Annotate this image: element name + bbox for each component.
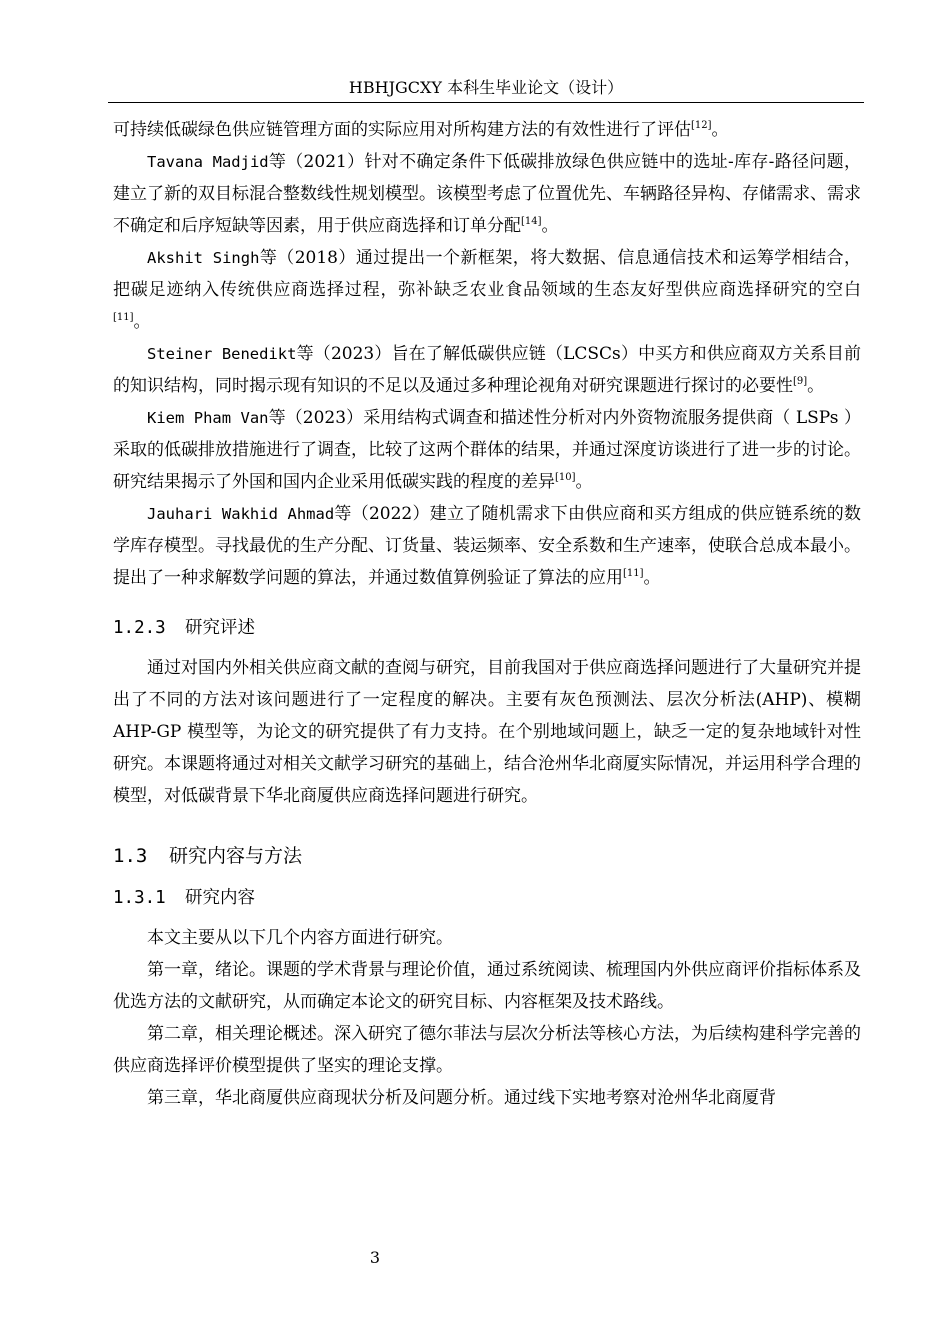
section-number: 1.3.1 bbox=[113, 888, 166, 908]
section-number: 1.2.3 bbox=[113, 618, 166, 638]
section-heading-1-3 bbox=[113, 840, 861, 872]
paragraph-text: 等（2023）采用结构式调查和描述性分析对内外资物流服务提供商（ LSPs ）采取的低碳排放措施进行了调查，比较了这两个群体的结果，并通过深度访谈进行了进一步的讨论。研究结果揭示了外国和国内企业采用低碳实践的程度的差异 bbox=[113, 408, 861, 492]
paragraph-end: 。 bbox=[133, 312, 151, 332]
section-heading-1-3-1 bbox=[113, 882, 861, 914]
author-name: Akshit Singh bbox=[147, 249, 260, 267]
paragraph bbox=[113, 402, 861, 498]
author-name: Jauhari Wakhid Ahmad bbox=[147, 505, 335, 523]
author-name: Tavana Madjid bbox=[147, 153, 269, 171]
paragraph: 第一章，绪论。课题的学术背景与理论价值，通过系统阅读、梳理国内外供应商评价指标体系及优选方法的文献研究，从而确定本论文的研究目标、内容框架及技术路线。 bbox=[113, 960, 861, 1012]
author-name: Steiner Benedikt bbox=[147, 345, 297, 363]
author-name: Kiem Pham Van bbox=[147, 409, 269, 427]
page-content bbox=[113, 114, 861, 1114]
paragraph-end: 。 bbox=[711, 120, 729, 140]
paragraph-end: 。 bbox=[575, 472, 593, 492]
paragraph bbox=[113, 114, 861, 146]
page-header: HBHJGCXY 本科生毕业论文（设计） bbox=[108, 78, 864, 103]
section-number: 1.3 bbox=[113, 845, 148, 867]
citation-ref: [11] bbox=[113, 312, 134, 323]
paragraph-text: 等（2018）通过提出一个新框架，将大数据、信息通信技术和运筹学相结合，把碳足迹纳入传统供应商选择过程，弥补缺乏农业食品领域的生态友好型供应商选择研究的空白 bbox=[113, 248, 862, 300]
paragraph bbox=[113, 146, 861, 242]
paragraph-end: 。 bbox=[643, 568, 661, 588]
paragraph-text: 可持续低碳绿色供应链管理方面的实际应用对所构建方法的有效性进行了评估 bbox=[113, 120, 691, 140]
citation-ref: [11] bbox=[623, 568, 644, 579]
paragraph bbox=[113, 242, 861, 338]
paragraph bbox=[113, 338, 861, 402]
paragraph-text: 等（2021）针对不确定条件下低碳排放绿色供应链中的选址-库存-路径问题，建立了新的双目标混合整数线性规划模型。该模型考虑了位置优先、车辆路径异构、存储需求、需求不确定和后序短缺等因素，用于供应商选择和订单分配 bbox=[113, 152, 861, 236]
paragraph-text: 等（2022）建立了随机需求下由供应商和买方组成的供应链系统的数学库存模型。寻找最优的生产分配、订货量、装运频率、安全系数和生产速率，使联合总成本最小。提出了一种求解数学问题的算法，并通过数值算例验证了算法的应用 bbox=[113, 504, 862, 588]
paragraph: 第三章，华北商厦供应商现状分析及问题分析。通过线下实地考察对沧州华北商厦背 bbox=[147, 1088, 776, 1108]
paragraph: 第二章，相关理论概述。深入研究了德尔菲法与层次分析法等核心方法，为后续构建科学完善的供应商选择评价模型提供了坚实的理论支撑。 bbox=[113, 1024, 861, 1076]
citation-ref: [10] bbox=[555, 472, 576, 483]
paragraph-end: 。 bbox=[807, 376, 825, 396]
citation-ref: [12] bbox=[691, 120, 712, 131]
section-title: 研究内容与方法 bbox=[169, 845, 303, 867]
paragraph-end: 。 bbox=[541, 216, 559, 236]
paragraph: 本文主要从以下几个内容方面进行研究。 bbox=[147, 928, 453, 948]
paragraph-text: 等（2023）旨在了解低碳供应链（LCSCs）中买方和供应商双方关系目前的知识结构，同时揭示现有知识的不足以及通过多种理论视角对研究课题进行探讨的必要性 bbox=[113, 344, 861, 396]
section-title: 研究评述 bbox=[185, 618, 255, 638]
citation-ref: [14] bbox=[521, 216, 542, 227]
citation-ref: [9] bbox=[793, 376, 808, 387]
paragraph bbox=[113, 498, 861, 594]
section-title: 研究内容 bbox=[185, 888, 255, 908]
page-number: 3 bbox=[369, 1248, 381, 1267]
section-heading-1-2-3 bbox=[113, 612, 861, 644]
paragraph: 通过对国内外相关供应商文献的查阅与研究，目前我国对于供应商选择问题进行了大量研究并提出了不同的方法对该问题进行了一定程度的解决。主要有灰色预测法、层次分析法(AHP)、模糊 AHP-GP 模型等，为论文的研究提供了有力支持。在个别地域问题上，缺乏一定的复杂地域针对性研究。本课题将通过对相关文献学习研究的基础上，结合沧州华北商厦实际情况，并运用科学合理的模型，对低碳背景下华北商厦供应商选择问题进行研究。 bbox=[113, 658, 861, 806]
